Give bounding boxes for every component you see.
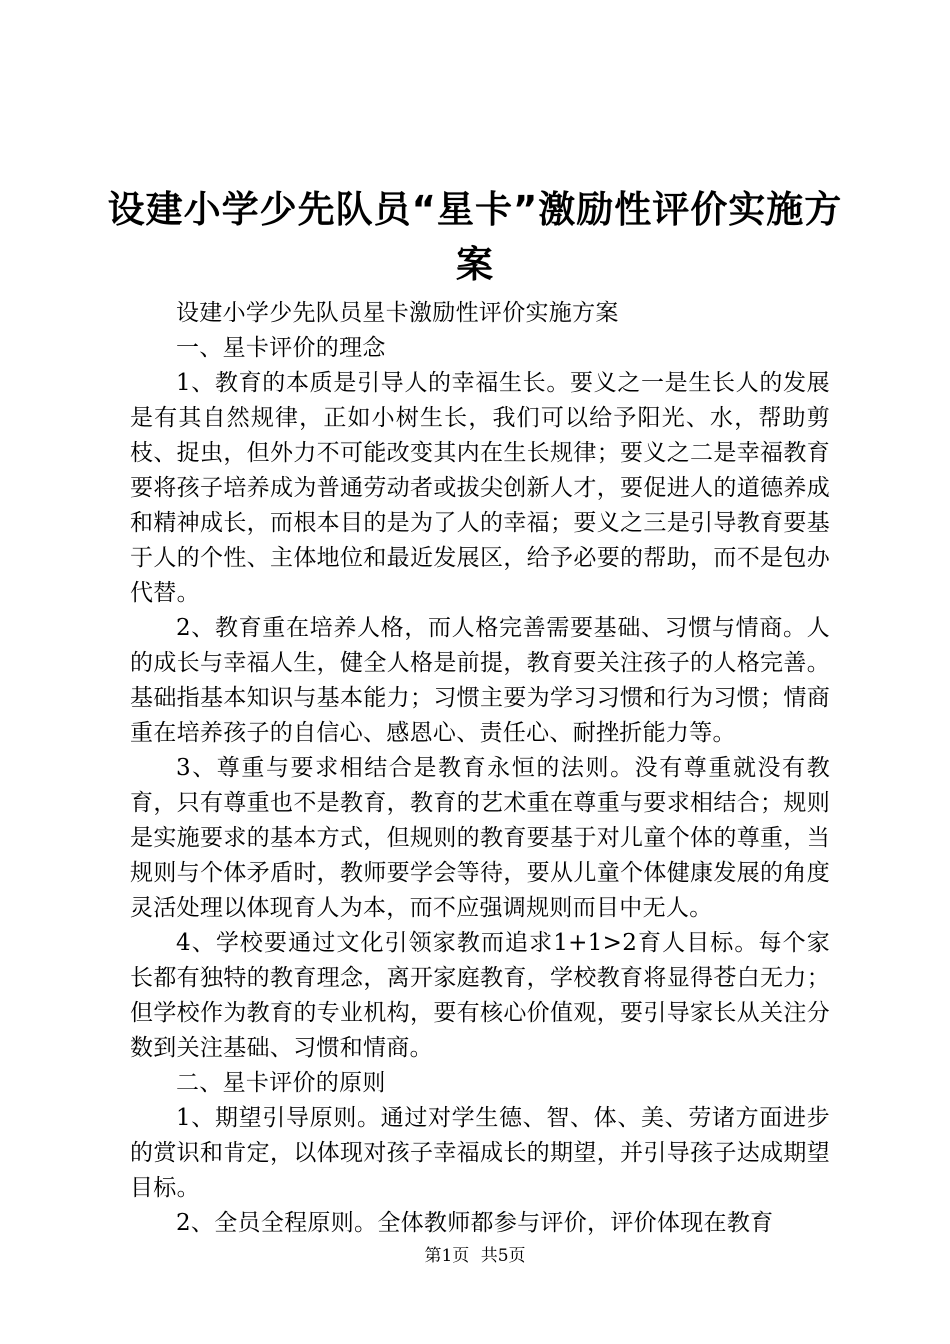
section-heading-1: 一、星卡评价的理念 (176, 335, 386, 361)
paragraph: 4、学校要通过文化引领家教而追求1+1>2育人目标。每个家长都有独特的教育理念，离开家庭教育，学校教育将显得苍白无力；但学校作为教育的专业机构，要有核心价值观，要引导家长从关注分数到关注基础、习惯和情商。 (130, 930, 830, 1061)
paragraph-subtitle: 设建小学少先队员星卡激励性评价实施方案 (176, 300, 619, 326)
page-number: 第1页 (424, 1246, 470, 1266)
paragraph: 1、教育的本质是引导人的幸福生长。要义之一是生长人的发展是有其自然规律，正如小树生长，我们可以给予阳光、水，帮助剪枝、捉虫，但外力不可能改变其内在生长规律；要义之二是幸福教育要将孩子培养成为普通劳动者或拔尖创新人才，要促进人的道德养成和精神成长，而根本目的是为了人的幸福；要义之三是引导教育要基于人的个性、主体地位和最近发展区，给予必要的帮助，而不是包办代替。 (130, 370, 830, 606)
paragraph: 2、全员全程原则。全体教师都参与评价，评价体现在教育 (176, 1210, 774, 1236)
page-total: 共5页 (480, 1246, 526, 1266)
page-footer (0, 1244, 950, 1268)
document-title-line-2: 案 (456, 243, 494, 286)
paragraph: 3、尊重与要求相结合是教育永恒的法则。没有尊重就没有教育，只有尊重也不是教育，教育的艺术重在尊重与要求相结合；规则是实施要求的基本方式，但规则的教育要基于对儿童个体的尊重，当规则与个体矛盾时，教师要学会等待，要从儿童个体健康发展的角度灵活处理以体现育人为本，而不应强调规则而目中无人。 (130, 755, 830, 921)
paragraph: 2、教育重在培养人格，而人格完善需要基础、习惯与情商。人的成长与幸福人生，健全人格是前提，教育要关注孩子的人格完善。基础指基本知识与基本能力；习惯主要为学习习惯和行为习惯；情商重在培养孩子的自信心、感恩心、责任心、耐挫折能力等。 (130, 615, 830, 746)
document-body (130, 296, 830, 1241)
section-heading-2: 二、星卡评价的原则 (176, 1070, 386, 1096)
document-title-line-1: 设建小学少先队员“星卡”激励性评价实施方 (107, 188, 843, 231)
paragraph: 1、期望引导原则。通过对学生德、智、体、美、劳诸方面进步的赏识和肯定，以体现对孩子幸福成长的期望，并引导孩子达成期望目标。 (130, 1105, 830, 1201)
